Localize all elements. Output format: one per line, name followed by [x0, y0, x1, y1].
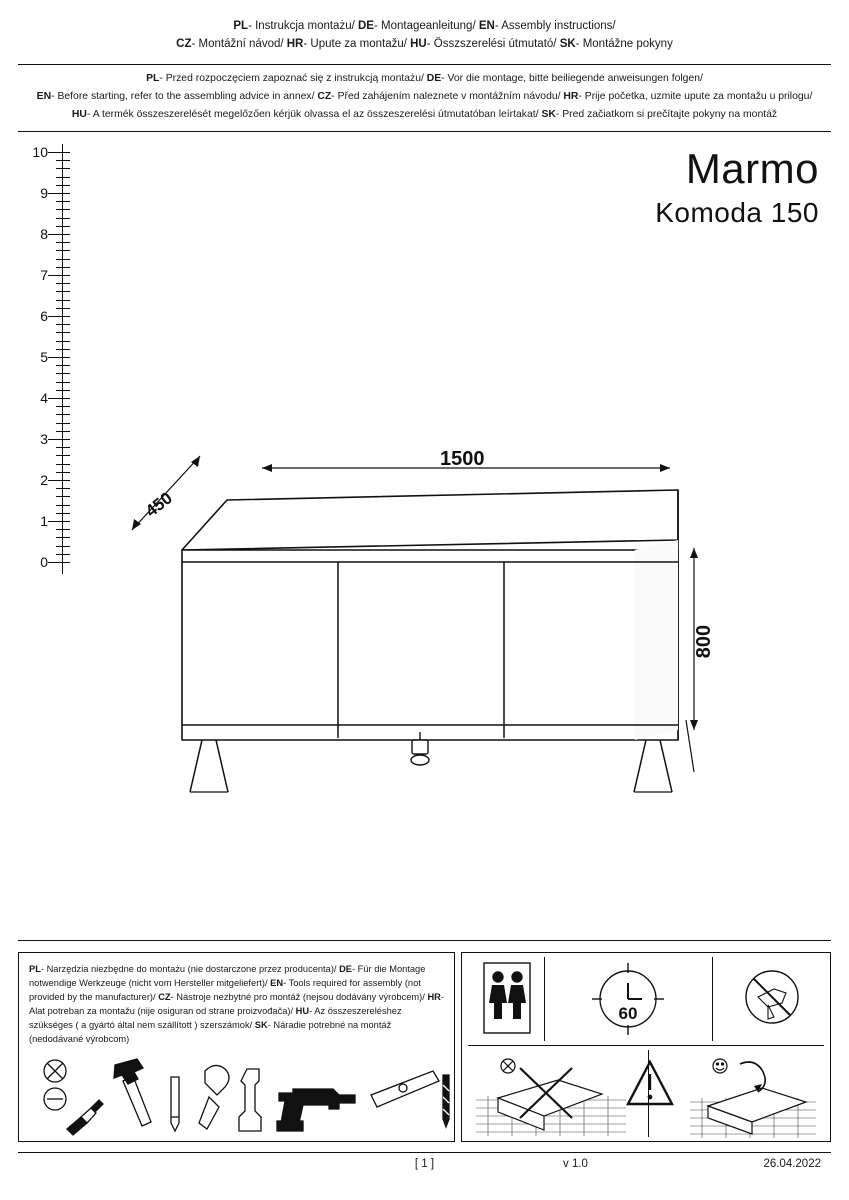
- product-title-block: [655, 145, 819, 229]
- ruler-tick-major: [48, 275, 70, 276]
- pencil-icon: [171, 1077, 179, 1131]
- ruler-tick-minor: [56, 185, 70, 186]
- page-number: [ 1 ]: [414, 1158, 435, 1170]
- ruler-tick-minor: [56, 554, 70, 555]
- ruler-tick-major: [48, 398, 70, 399]
- ruler-tick-minor: [56, 226, 70, 227]
- hammer-icon: [114, 1059, 151, 1126]
- ruler-tick-minor: [56, 529, 70, 530]
- ruler-tick-minor: [56, 406, 70, 407]
- ruler-tick-minor: [56, 168, 70, 169]
- dimension-width-label: 1500: [440, 448, 485, 470]
- ruler-tick-major: [48, 521, 70, 522]
- ruler-tick-minor: [56, 242, 70, 243]
- dimension-depth-label: 450: [141, 488, 176, 521]
- ruler-label: 4: [40, 390, 48, 406]
- assembly-on-hard-floor-icon: [476, 1059, 626, 1136]
- ruler-tick-minor: [56, 332, 70, 333]
- ruler-label: 8: [40, 226, 48, 242]
- ruler-tick-minor: [56, 496, 70, 497]
- ruler-tick-minor: [56, 300, 70, 301]
- ruler-tick-minor: [56, 488, 70, 489]
- ruler-label: 0: [40, 554, 48, 570]
- ruler-tick-minor: [56, 218, 70, 219]
- screwdriver-icon: [67, 1100, 103, 1135]
- assembly-on-soft-floor-icon: [690, 1059, 816, 1138]
- subheader-line-2: EN- Before starting, refer to the assembling advice in annex/ CZ- Před zahájením naleznete v montážním návodu/ HR- Prije početka, uzmite upute za montažu u prilogu/: [36, 91, 813, 103]
- tools-icon-row: [19, 1055, 454, 1137]
- document-version: v 1.0: [563, 1158, 588, 1170]
- header-line-1: PL- Instrukcja montażu/ DE- Montageanleitung/ EN- Assembly instructions/: [233, 20, 616, 32]
- ruler-tick-minor: [56, 324, 70, 325]
- header-divider-bottom: [18, 131, 831, 132]
- ruler-tick-minor: [56, 308, 70, 309]
- wrench-icon: [239, 1069, 261, 1131]
- ruler-tick-major: [48, 562, 70, 563]
- info-bottom-row: [462, 1046, 830, 1141]
- header-line-2: CZ- Montážní návod/ HR- Upute za montažu/ HU- Összszerelési útmutató/ SK- Montážne pokyny: [176, 37, 673, 50]
- page-subtitle: Komoda 150: [655, 197, 819, 228]
- ruler-tick-major: [48, 480, 70, 481]
- ruler-tick-minor: [56, 537, 70, 538]
- ruler-tick-minor: [56, 341, 70, 342]
- ruler-tick-minor: [56, 177, 70, 178]
- screwdriver-bit-icon: [44, 1060, 66, 1110]
- subheader-line-1: PL- Przed rozpoczęciem zapoznać się z instrukcją montażu/ DE- Vor die montage, bitte beiliegende anweisungen folgen/: [146, 73, 703, 84]
- ruler-label: 7: [40, 267, 48, 283]
- ruler-label: 1: [40, 513, 48, 529]
- ruler-label: 3: [40, 431, 48, 447]
- ruler-label: 2: [40, 472, 48, 488]
- ruler-tick-minor: [56, 291, 70, 292]
- spirit-level-icon: [371, 1071, 439, 1107]
- ruler-tick-minor: [56, 455, 70, 456]
- ruler-tick-major: [48, 152, 70, 153]
- page-title: Marmo: [685, 145, 819, 192]
- info-divider-3: [648, 1050, 649, 1137]
- ruler-tick-minor: [56, 209, 70, 210]
- ruler-tick-minor: [56, 390, 70, 391]
- ruler-tick-major: [48, 316, 70, 317]
- ruler-tick-minor: [56, 505, 70, 506]
- ruler-tick-major: [48, 234, 70, 235]
- subheader-line-3: HU- A termék összeszerelését megelőzően kérjük olvassa el az összeszerelési útmutatóban leírtakat/ SK- Pred začiatkom si prečítajte pokyny na montáž: [71, 109, 778, 121]
- document-date: 26.04.2022: [763, 1158, 821, 1170]
- ruler-tick-major: [48, 439, 70, 440]
- subheader-block: [18, 70, 831, 125]
- footer-panel-divider: [461, 952, 462, 1142]
- ruler-tick-minor: [56, 447, 70, 448]
- header-block: [18, 18, 831, 54]
- ruler-tick-minor: [56, 472, 70, 473]
- ruler-tick-major: [48, 193, 70, 194]
- footer-divider: [18, 940, 831, 941]
- ruler-tick-minor: [56, 160, 70, 161]
- tools-description: PL- Narzędzia niezbędne do montażu (nie dostarczone przez producenta)/ DE- Für die Montage notwendige Werkzeuge (nicht vom Hersteller mitgeliefert)/ EN- Tools required for assembly (not provided by the manufacturer)/ CZ- Nástroje nezbytné pro montáž (nejsou dodávány výrobcem)/ HR- Alat potreban za montažu (nije osiguran od strane proizvođača)/ HU- Az összeszereléshez szükséges ( a gyártó által nem szállított ) szerszámok/ SK- Náradie potrebné na montáž (nedodávané výrobcom): [29, 964, 444, 1044]
- info-divider-2: [712, 957, 713, 1041]
- ruler-tick-minor: [56, 250, 70, 251]
- ruler-tick-minor: [56, 513, 70, 514]
- mallet-icon: [199, 1065, 229, 1129]
- scale-ruler: [24, 144, 90, 574]
- assembly-info-panel: [461, 952, 831, 1142]
- ruler-tick-minor: [56, 382, 70, 383]
- clock-icon: [592, 963, 664, 1035]
- tools-panel: [18, 952, 455, 1142]
- info-top-row: [462, 953, 830, 1045]
- ruler-tick-minor: [56, 365, 70, 366]
- header-divider-top: [18, 64, 831, 65]
- ruler-tick-minor: [56, 464, 70, 465]
- drill-icon: [277, 1089, 355, 1131]
- ruler-tick-minor: [56, 259, 70, 260]
- assembly-time-value: 60: [618, 1004, 638, 1023]
- ruler-tick-minor: [56, 414, 70, 415]
- ruler-tick-minor: [56, 283, 70, 284]
- no-power-tools-icon: [746, 971, 798, 1023]
- two-persons-icon: [484, 963, 530, 1033]
- ruler-tick-minor: [56, 373, 70, 374]
- ruler-tick-major: [48, 357, 70, 358]
- ruler-label: 6: [40, 308, 48, 324]
- ruler-label: 10: [32, 144, 48, 160]
- ruler-label: 5: [40, 349, 48, 365]
- info-divider-1: [544, 957, 545, 1041]
- ruler-tick-minor: [56, 201, 70, 202]
- ruler-tick-minor: [56, 546, 70, 547]
- bottom-bar: [18, 1158, 831, 1178]
- drill-bit-icon: [443, 1075, 449, 1127]
- product-drawing: [90, 420, 830, 840]
- dimension-height-label: 800: [693, 624, 716, 659]
- bottom-divider: [18, 1152, 831, 1153]
- ruler-tick-minor: [56, 267, 70, 268]
- ruler-tick-minor: [56, 423, 70, 424]
- warning-triangle-icon: [628, 1062, 672, 1104]
- ruler-tick-minor: [56, 349, 70, 350]
- ruler-tick-minor: [56, 431, 70, 432]
- ruler-label: 9: [40, 185, 48, 201]
